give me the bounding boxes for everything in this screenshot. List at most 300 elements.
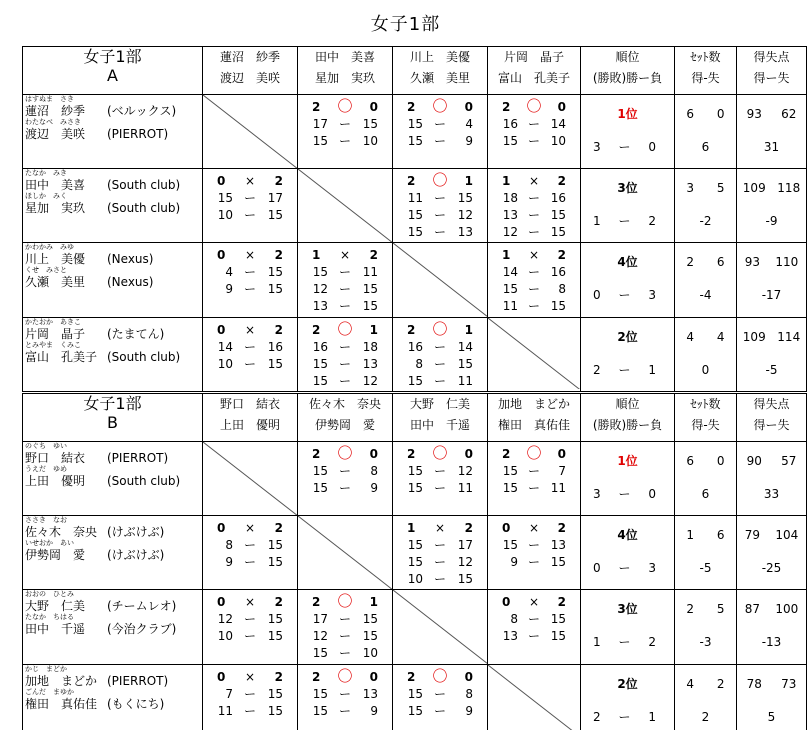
player-club: (PIERROT) xyxy=(107,673,169,688)
points-cell xyxy=(737,317,807,391)
header-row xyxy=(23,47,807,95)
match-games-lost: 2 xyxy=(274,248,283,263)
set-score-dash: ー xyxy=(527,265,540,280)
set-score-against: 16 xyxy=(550,265,566,280)
wins: 1 xyxy=(593,635,601,650)
set-score-for: 9 xyxy=(225,282,233,297)
sets-header-label: ｾｯﾄ数 xyxy=(690,50,721,64)
points-cell xyxy=(737,243,807,317)
losses: 2 xyxy=(648,635,656,650)
column-team-header xyxy=(203,47,298,95)
sets-for: 6 xyxy=(686,107,695,121)
sets-for: 6 xyxy=(686,454,695,468)
match-games-lost: 2 xyxy=(557,174,566,189)
match-result xyxy=(203,593,297,611)
points-diff: -25 xyxy=(761,561,782,576)
diagonal-line xyxy=(393,590,487,663)
column-player-name: 加地 まどか xyxy=(497,397,570,411)
set-score-against: 9 xyxy=(370,703,378,718)
set-score-against: 15 xyxy=(267,538,283,553)
set-score-dash: ー xyxy=(433,481,446,495)
match-cell xyxy=(203,317,298,391)
match-games-lost: 0 xyxy=(464,447,473,461)
set-score-against: 15 xyxy=(457,572,473,587)
team-players xyxy=(23,664,203,730)
sets-for: 2 xyxy=(686,602,695,617)
points-cell xyxy=(737,442,807,516)
set-score-against: 13 xyxy=(362,356,378,371)
set-score-dash: ー xyxy=(243,265,256,280)
set-score-for: 12 xyxy=(312,629,328,644)
self-match-cell xyxy=(298,169,393,243)
win-loss-dash: ー xyxy=(618,487,631,501)
set-score-dash: ー xyxy=(243,191,256,206)
self-match-cell xyxy=(393,243,488,317)
match-cell xyxy=(393,95,488,169)
match-result-symbol: 〇 xyxy=(337,592,353,611)
set-score-against: 18 xyxy=(362,339,378,354)
set-score-for: 8 xyxy=(415,356,423,371)
points-for: 87 xyxy=(744,602,760,617)
column-player-name: 上田 優明 xyxy=(219,418,280,432)
points-for: 78 xyxy=(746,676,762,691)
wins: 0 xyxy=(593,288,601,303)
match-games-lost: 2 xyxy=(557,595,566,610)
set-score-dash: ー xyxy=(527,225,540,240)
sets-diff: 2 xyxy=(701,709,710,724)
set-score-dash: ー xyxy=(243,612,256,627)
sets-cell xyxy=(675,317,737,391)
set-score-dash: ー xyxy=(338,339,351,354)
match-result-symbol: × xyxy=(244,669,256,684)
player-club: (たまてん) xyxy=(107,326,165,341)
set-score xyxy=(488,480,580,497)
set-score-dash: ー xyxy=(338,356,351,371)
match-games-lost: 1 xyxy=(464,174,473,189)
set-score-against: 15 xyxy=(550,299,566,314)
match-result-symbol: × xyxy=(244,595,256,610)
set-score-for: 15 xyxy=(312,481,328,495)
group-label xyxy=(23,394,203,442)
match-games-won: 2 xyxy=(312,669,321,684)
set-score-dash: ー xyxy=(338,481,351,495)
diagonal-line xyxy=(488,665,580,730)
player-line xyxy=(23,350,202,364)
set-score xyxy=(393,537,487,554)
set-score xyxy=(393,133,487,150)
match-games-won: 0 xyxy=(502,595,511,610)
set-score-dash: ー xyxy=(243,339,256,354)
set-score-for: 9 xyxy=(225,555,233,570)
points-pair xyxy=(737,452,806,470)
set-score-against: 9 xyxy=(465,703,473,718)
match-cell xyxy=(488,95,581,169)
group-label-letter: A xyxy=(107,66,118,85)
points-against: 110 xyxy=(775,255,799,270)
match-result xyxy=(393,668,487,686)
set-score-for: 15 xyxy=(407,134,423,148)
match-result xyxy=(203,172,297,190)
set-score xyxy=(298,356,392,373)
set-score-dash: ー xyxy=(338,117,351,131)
set-score-for: 15 xyxy=(502,464,518,478)
match-games-won: 0 xyxy=(217,174,226,189)
losses: 0 xyxy=(648,487,656,501)
set-score-against: 15 xyxy=(267,265,283,280)
match-games-won: 1 xyxy=(312,248,321,263)
points-cell xyxy=(737,516,807,590)
group-label-letter: B xyxy=(107,413,118,432)
set-score-for: 10 xyxy=(217,356,233,371)
player-club: (South club) xyxy=(107,474,181,488)
set-score xyxy=(488,463,580,480)
player-club: (South club) xyxy=(107,349,181,364)
match-games-lost: 2 xyxy=(274,669,283,684)
set-score-dash: ー xyxy=(433,208,446,223)
set-score xyxy=(393,554,487,571)
points-cell xyxy=(737,590,807,664)
match-result-symbol: 〇 xyxy=(337,666,353,685)
sets-against: 5 xyxy=(716,181,725,196)
column-team-header xyxy=(488,394,581,442)
column-player-name: 久瀬 美里 xyxy=(409,71,470,85)
set-score-for: 16 xyxy=(312,339,328,354)
set-score-against: 10 xyxy=(550,134,566,148)
set-score-dash: ー xyxy=(527,538,540,553)
set-score xyxy=(488,537,580,554)
set-score xyxy=(488,628,580,645)
match-cell xyxy=(393,317,488,391)
player-furigana: くせ みさと xyxy=(25,266,67,275)
sets-against: 0 xyxy=(716,107,725,121)
set-score xyxy=(488,554,580,571)
set-score-dash: ー xyxy=(433,225,446,240)
match-result xyxy=(203,246,297,264)
set-score-dash: ー xyxy=(338,686,351,701)
match-result xyxy=(298,98,392,116)
set-score-against: 15 xyxy=(362,282,378,297)
column-player-name: 野口 結衣 xyxy=(219,397,280,411)
points-against: 57 xyxy=(781,454,797,468)
team-row xyxy=(23,317,807,391)
match-games-won: 2 xyxy=(407,174,416,189)
set-score-against: 15 xyxy=(267,208,283,223)
set-score xyxy=(203,356,297,373)
player-furigana: ほしか みく xyxy=(25,192,67,201)
set-score-for: 11 xyxy=(217,703,233,718)
player-furigana: かたおか あきこ xyxy=(25,317,81,326)
match-result-symbol: 〇 xyxy=(432,171,448,190)
column-player-name: 渡辺 美咲 xyxy=(219,71,280,85)
group-label xyxy=(23,47,203,95)
match-result xyxy=(298,593,392,611)
set-score-dash: ー xyxy=(433,703,446,718)
match-cell xyxy=(298,664,393,730)
set-score-against: 15 xyxy=(267,612,283,627)
match-games-won: 0 xyxy=(217,595,226,610)
win-loss xyxy=(581,213,674,229)
set-score-against: 4 xyxy=(465,117,473,131)
match-games-won: 2 xyxy=(407,447,416,461)
player-name: 上田 優明 xyxy=(25,474,86,488)
player-furigana: わたなべ みさき xyxy=(25,118,81,126)
match-games-won: 2 xyxy=(502,447,511,461)
match-result-symbol: 〇 xyxy=(432,319,448,338)
player-club: (Nexus) xyxy=(107,252,154,267)
set-score-against: 9 xyxy=(370,481,378,495)
match-result-symbol: × xyxy=(434,521,446,536)
player-name: 星加 実玖 xyxy=(25,201,86,216)
points-diff: 31 xyxy=(763,140,780,154)
losses: 2 xyxy=(648,214,656,229)
rank-value: 2位 xyxy=(617,676,638,691)
sets-header-sub: 得-失 xyxy=(691,418,720,432)
match-games-lost: 0 xyxy=(464,669,473,684)
set-score xyxy=(298,703,392,720)
player-name: 加地 まどか xyxy=(25,673,98,688)
set-score xyxy=(203,281,297,298)
set-score-dash: ー xyxy=(527,481,540,495)
match-result xyxy=(488,246,580,264)
set-score-for: 15 xyxy=(407,225,423,240)
match-games-won: 0 xyxy=(217,248,226,263)
set-score-for: 15 xyxy=(217,191,233,206)
sets-cell xyxy=(675,442,737,516)
match-result xyxy=(393,321,487,339)
set-score-for: 13 xyxy=(502,629,518,644)
set-score-against: 10 xyxy=(362,646,378,661)
set-score-dash: ー xyxy=(527,117,540,131)
match-result xyxy=(298,321,392,339)
sets-against: 5 xyxy=(716,602,725,617)
set-score-against: 16 xyxy=(267,339,283,354)
set-score-dash: ー xyxy=(338,629,351,644)
win-loss xyxy=(581,486,674,502)
match-games-won: 2 xyxy=(312,595,321,610)
set-score-for: 15 xyxy=(407,481,423,495)
player-club: (けぶけぶ) xyxy=(107,525,165,540)
sets-header-label: ｾｯﾄ数 xyxy=(690,397,721,411)
set-score-dash: ー xyxy=(243,208,256,223)
win-loss-dash: ー xyxy=(618,561,631,576)
set-score xyxy=(393,480,487,497)
sets-diff: -2 xyxy=(699,214,712,229)
player-name: 野口 結衣 xyxy=(25,451,86,465)
match-cell xyxy=(488,243,581,317)
set-score-dash: ー xyxy=(433,686,446,701)
player-furigana: ささき なお xyxy=(25,516,67,525)
self-match-cell xyxy=(298,516,393,590)
team-row xyxy=(23,516,807,590)
set-score-dash: ー xyxy=(527,134,540,148)
set-score-against: 14 xyxy=(457,339,473,354)
rank-header xyxy=(581,47,675,95)
match-result-symbol: × xyxy=(244,322,256,337)
set-score-for: 10 xyxy=(407,572,423,587)
set-score-against: 15 xyxy=(550,555,566,570)
sets-against: 2 xyxy=(716,676,725,691)
match-result-symbol: 〇 xyxy=(337,319,353,338)
win-loss-dash: ー xyxy=(618,709,631,724)
sets-pair xyxy=(675,600,736,618)
match-cell xyxy=(488,442,581,516)
set-score xyxy=(298,463,392,480)
column-player-name: 田中 千遥 xyxy=(409,418,470,432)
set-score-for: 15 xyxy=(407,555,423,570)
rank-header-sub: (勝敗)勝ー負 xyxy=(592,71,663,85)
set-score-dash: ー xyxy=(338,373,351,388)
set-score-against: 15 xyxy=(457,191,473,206)
team-row xyxy=(23,442,807,516)
rank-cell xyxy=(581,590,675,664)
set-score-dash: ー xyxy=(243,555,256,570)
match-result-symbol: × xyxy=(528,248,540,263)
set-score-dash: ー xyxy=(433,538,446,553)
match-games-lost: 0 xyxy=(369,100,378,114)
set-score-against: 15 xyxy=(457,356,473,371)
match-games-won: 0 xyxy=(217,669,226,684)
self-match-cell xyxy=(488,317,581,391)
points-diff: 33 xyxy=(763,487,780,501)
rank-value: 3位 xyxy=(617,602,638,617)
player-name: 川上 美優 xyxy=(25,252,86,267)
set-score-for: 15 xyxy=(312,703,328,718)
points-against: 104 xyxy=(775,528,799,543)
player-line xyxy=(23,622,202,636)
sets-cell xyxy=(675,516,737,590)
win-loss-dash: ー xyxy=(618,288,631,303)
set-score-against: 15 xyxy=(267,555,283,570)
win-loss xyxy=(581,560,674,576)
set-score xyxy=(488,298,580,315)
player-furigana: たなか みき xyxy=(25,169,67,178)
set-score-against: 11 xyxy=(457,481,473,495)
match-games-lost: 2 xyxy=(557,248,566,263)
set-score xyxy=(393,373,487,390)
set-score xyxy=(393,339,487,356)
player-name: 片岡 晶子 xyxy=(25,326,86,341)
points-cell xyxy=(737,664,807,730)
match-cell xyxy=(393,516,488,590)
set-score xyxy=(203,703,297,720)
wins: 3 xyxy=(593,140,601,154)
set-score xyxy=(203,339,297,356)
diagonal-line xyxy=(298,169,392,242)
set-score xyxy=(298,281,392,298)
set-score-against: 8 xyxy=(370,464,378,478)
set-score-for: 15 xyxy=(312,646,328,661)
set-score-dash: ー xyxy=(527,208,540,223)
set-score-dash: ー xyxy=(338,646,351,661)
set-score-for: 13 xyxy=(312,299,328,314)
match-result xyxy=(488,98,580,116)
set-score xyxy=(203,190,297,207)
set-score-against: 13 xyxy=(362,686,378,701)
match-games-lost: 2 xyxy=(464,521,473,536)
sets-for: 4 xyxy=(686,676,695,691)
set-score-against: 12 xyxy=(457,464,473,478)
points-pair xyxy=(737,600,806,618)
set-score xyxy=(203,207,297,224)
set-score xyxy=(393,571,487,588)
self-match-cell xyxy=(203,442,298,516)
set-score-for: 17 xyxy=(312,612,328,627)
win-loss-dash: ー xyxy=(618,635,631,650)
team-row xyxy=(23,664,807,730)
sets-diff: -3 xyxy=(699,635,712,650)
match-result xyxy=(393,519,487,537)
match-games-lost: 0 xyxy=(464,100,473,114)
losses: 1 xyxy=(648,709,656,724)
sets-for: 3 xyxy=(686,181,695,196)
player-name: 佐々木 奈央 xyxy=(25,525,98,540)
set-score-dash: ー xyxy=(338,134,351,148)
set-score-dash: ー xyxy=(338,282,351,297)
group-label-title: 女子1部 xyxy=(83,47,142,66)
set-score-against: 13 xyxy=(550,538,566,553)
set-score-for: 15 xyxy=(502,134,518,148)
sets-header-sub: 得-失 xyxy=(691,71,720,85)
column-team-header xyxy=(298,394,393,442)
group-table xyxy=(22,393,807,730)
points-header-sub: 得ー失 xyxy=(753,418,790,432)
match-result-symbol: 〇 xyxy=(432,666,448,685)
set-score-dash: ー xyxy=(433,339,446,354)
points-pair xyxy=(737,526,806,544)
match-result xyxy=(488,445,580,463)
set-score xyxy=(393,356,487,373)
player-line xyxy=(23,451,202,465)
set-score-against: 15 xyxy=(267,356,283,371)
set-score-for: 15 xyxy=(407,464,423,478)
team-players xyxy=(23,516,203,590)
set-score-against: 12 xyxy=(457,208,473,223)
win-loss xyxy=(581,139,674,155)
match-games-won: 2 xyxy=(407,100,416,114)
team-row xyxy=(23,95,807,169)
points-for: 109 xyxy=(742,329,766,344)
set-score-against: 15 xyxy=(550,612,566,627)
team-players xyxy=(23,590,203,664)
match-result-symbol: 〇 xyxy=(432,97,448,115)
set-score-dash: ー xyxy=(243,686,256,701)
set-score-for: 15 xyxy=(407,117,423,131)
set-score-for: 15 xyxy=(407,373,423,388)
match-result xyxy=(203,519,297,537)
rank-value: 4位 xyxy=(617,255,638,270)
set-score-against: 9 xyxy=(465,134,473,148)
sets-against: 6 xyxy=(716,528,725,543)
set-score-against: 11 xyxy=(362,265,378,280)
points-for: 109 xyxy=(742,181,766,196)
player-line xyxy=(23,201,202,215)
set-score-against: 8 xyxy=(465,686,473,701)
points-diff: -17 xyxy=(761,288,782,303)
player-line xyxy=(23,178,202,192)
match-games-won: 1 xyxy=(407,521,416,536)
player-name: 大野 仁美 xyxy=(25,599,86,614)
sets-cell xyxy=(675,169,737,243)
set-score-against: 15 xyxy=(550,629,566,644)
player-name: 田中 美喜 xyxy=(25,178,86,193)
set-score-against: 11 xyxy=(550,481,566,495)
sets-pair xyxy=(675,675,736,693)
column-player-name: 権田 真佑佳 xyxy=(497,418,570,432)
player-name: 蓮沼 紗季 xyxy=(25,104,86,118)
set-score xyxy=(488,224,580,241)
win-loss xyxy=(581,634,674,650)
sets-cell xyxy=(675,243,737,317)
